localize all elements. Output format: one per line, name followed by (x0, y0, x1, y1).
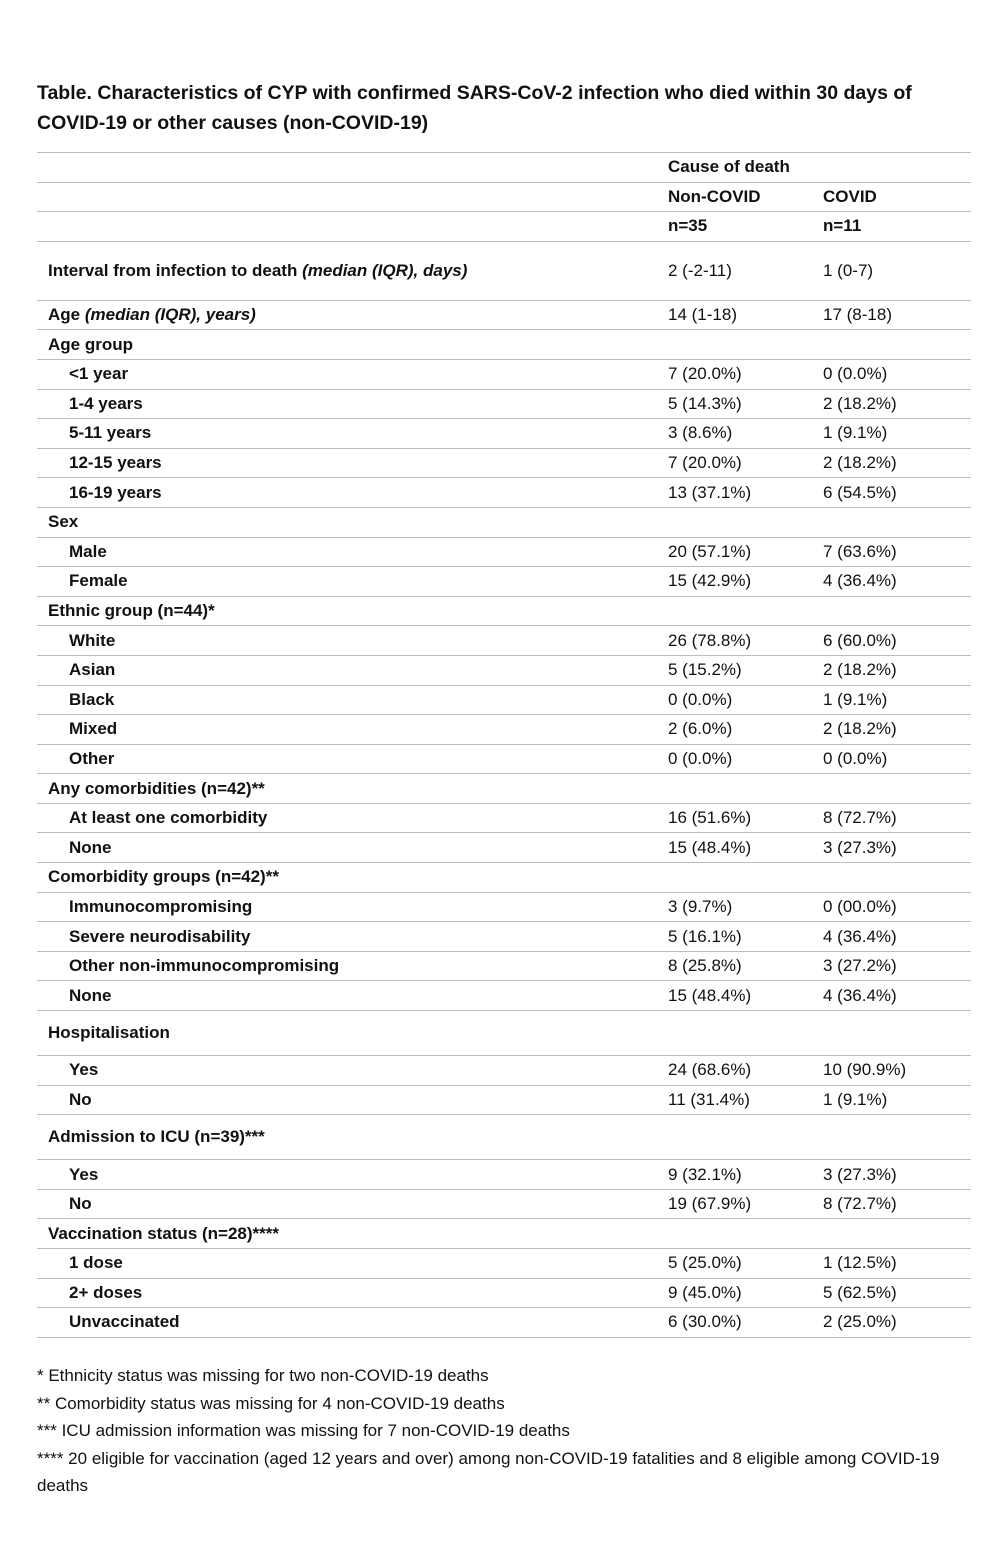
row-label (37, 1219, 661, 1249)
header-row-names (37, 182, 971, 212)
characteristics-table (37, 152, 971, 1338)
row-label (37, 567, 661, 597)
header-blank (37, 153, 661, 183)
row-label-text: Mixed (69, 719, 118, 739)
table-row (37, 981, 971, 1011)
covid-value: 2 (18.2%) (816, 715, 971, 745)
covid-value: 1 (9.1%) (816, 419, 971, 449)
row-label-text: Yes (69, 1164, 99, 1184)
table-row (37, 241, 971, 300)
table-row (37, 626, 971, 656)
row-label (37, 1011, 661, 1056)
row-label-text: Other (69, 748, 115, 768)
row-label-unit: (median (IQR), years) (84, 305, 256, 325)
non-covid-value: 15 (42.9%) (661, 567, 816, 597)
table-row (37, 330, 971, 360)
row-label-text: No (69, 1089, 92, 1109)
row-label (37, 1278, 661, 1308)
table-row (37, 359, 971, 389)
footnote: **** 20 eligible for vaccination (aged 12 years and over) among non-COVID-19 fatalities and 8 eligible among COVID-19 deaths (37, 1448, 940, 1495)
non-covid-value: 0 (0.0%) (661, 744, 816, 774)
row-label-text: Male (69, 541, 107, 561)
non-covid-header: Non-COVID (661, 182, 816, 212)
row-label-text: 16-19 years (69, 482, 162, 502)
non-covid-value: 5 (14.3%) (661, 389, 816, 419)
non-covid-value: 11 (31.4%) (661, 1085, 816, 1115)
covid-value: 4 (36.4%) (816, 567, 971, 597)
non-covid-value: 2 (6.0%) (661, 715, 816, 745)
non-covid-value: 24 (68.6%) (661, 1056, 816, 1086)
row-label-unit: (median (IQR), days) (302, 260, 468, 280)
row-label-text: Hospitalisation (48, 1023, 170, 1043)
row-label (37, 863, 661, 893)
row-label-text: Interval from infection to death (48, 260, 303, 280)
non-covid-value: 19 (67.9%) (661, 1189, 816, 1219)
non-covid-value: 5 (25.0%) (661, 1249, 816, 1279)
covid-value: 1 (12.5%) (816, 1249, 971, 1279)
non-covid-value (661, 596, 816, 626)
row-label (37, 330, 661, 360)
row-label-text: 2+ doses (69, 1282, 143, 1302)
row-label (37, 1056, 661, 1086)
row-label (37, 596, 661, 626)
non-covid-value: 26 (78.8%) (661, 626, 816, 656)
row-label-text: None (69, 985, 112, 1005)
footnotes (37, 1362, 971, 1500)
covid-value (816, 863, 971, 893)
covid-value: 4 (36.4%) (816, 922, 971, 952)
non-covid-value (661, 1011, 816, 1056)
row-label (37, 359, 661, 389)
non-covid-value (661, 863, 816, 893)
row-label (37, 655, 661, 685)
row-label (37, 1249, 661, 1279)
table-row (37, 567, 971, 597)
header-blank (37, 182, 661, 212)
row-label (37, 1085, 661, 1115)
non-covid-value: 13 (37.1%) (661, 478, 816, 508)
row-label-text: Black (69, 689, 115, 709)
table-row (37, 1278, 971, 1308)
covid-value: 2 (18.2%) (816, 448, 971, 478)
row-label-text: No (69, 1194, 92, 1214)
row-label-text: Ethnic group (n=44)* (48, 601, 215, 621)
row-label-text: <1 year (69, 364, 129, 384)
non-covid-value: 7 (20.0%) (661, 448, 816, 478)
cause-of-death-header: Cause of death (661, 153, 971, 183)
row-label (37, 1189, 661, 1219)
table-row (37, 655, 971, 685)
row-label (37, 981, 661, 1011)
row-label (37, 389, 661, 419)
table-title: Table. Characteristics of CYP with confirmed SARS-CoV-2 infection who died within 30 days of COVID-19 or other causes (non-COVID-19) (37, 82, 912, 134)
row-label-text: Comorbidity groups (n=42)** (48, 867, 279, 887)
non-covid-value: 3 (9.7%) (661, 892, 816, 922)
table-row (37, 478, 971, 508)
row-label-text: Admission to ICU (n=39)*** (48, 1127, 265, 1147)
row-label (37, 951, 661, 981)
table-row (37, 1085, 971, 1115)
row-label (37, 537, 661, 567)
covid-value: 8 (72.7%) (816, 803, 971, 833)
row-label-text: 12-15 years (69, 453, 162, 473)
covid-value: 1 (0-7) (816, 241, 971, 300)
non-covid-value: 14 (1-18) (661, 300, 816, 330)
row-label-text: Yes (69, 1060, 99, 1080)
row-label-text: 1 dose (69, 1253, 123, 1273)
header-blank (37, 212, 661, 242)
covid-value: 0 (0.0%) (816, 359, 971, 389)
table-row (37, 922, 971, 952)
row-label (37, 1160, 661, 1190)
footnote: * Ethnicity status was missing for two non-COVID-19 deaths (37, 1366, 489, 1385)
table-row (37, 1011, 971, 1056)
non-covid-value: 9 (32.1%) (661, 1160, 816, 1190)
table-row (37, 300, 971, 330)
covid-n: n=11 (816, 212, 971, 242)
table-row (37, 744, 971, 774)
row-label (37, 774, 661, 804)
non-covid-value (661, 1219, 816, 1249)
non-covid-n: n=35 (661, 212, 816, 242)
non-covid-value: 5 (16.1%) (661, 922, 816, 952)
covid-value: 17 (8-18) (816, 300, 971, 330)
table-row (37, 685, 971, 715)
non-covid-value: 7 (20.0%) (661, 359, 816, 389)
covid-value (816, 330, 971, 360)
covid-value: 5 (62.5%) (816, 1278, 971, 1308)
row-label (37, 478, 661, 508)
row-label-text: Asian (69, 660, 116, 680)
table-row (37, 774, 971, 804)
non-covid-value: 16 (51.6%) (661, 803, 816, 833)
non-covid-value: 2 (-2-11) (661, 241, 816, 300)
table-row (37, 1189, 971, 1219)
non-covid-value: 8 (25.8%) (661, 951, 816, 981)
row-label-text: Immunocompromising (69, 896, 253, 916)
header-row-group (37, 153, 971, 183)
covid-header: COVID (816, 182, 971, 212)
row-label-text: White (69, 630, 116, 650)
non-covid-value (661, 774, 816, 804)
row-label-text: At least one comorbidity (69, 808, 268, 828)
non-covid-value: 15 (48.4%) (661, 981, 816, 1011)
table-row (37, 892, 971, 922)
covid-value: 2 (25.0%) (816, 1308, 971, 1338)
covid-value (816, 507, 971, 537)
row-label (37, 922, 661, 952)
table-row (37, 448, 971, 478)
table-row (37, 419, 971, 449)
table-row (37, 389, 971, 419)
row-label (37, 507, 661, 537)
non-covid-value: 0 (0.0%) (661, 685, 816, 715)
covid-value: 1 (9.1%) (816, 1085, 971, 1115)
covid-value: 0 (0.0%) (816, 744, 971, 774)
covid-value: 2 (18.2%) (816, 655, 971, 685)
row-label-text: 5-11 years (69, 423, 152, 443)
non-covid-value: 6 (30.0%) (661, 1308, 816, 1338)
covid-value: 8 (72.7%) (816, 1189, 971, 1219)
covid-value: 6 (54.5%) (816, 478, 971, 508)
table-row (37, 803, 971, 833)
table-row (37, 537, 971, 567)
table-row (37, 1160, 971, 1190)
table-row (37, 507, 971, 537)
covid-value (816, 1011, 971, 1056)
table-row (37, 1219, 971, 1249)
row-label (37, 241, 661, 300)
covid-value: 0 (00.0%) (816, 892, 971, 922)
row-label-text: Any comorbidities (n=42)** (48, 778, 265, 798)
covid-value: 3 (27.2%) (816, 951, 971, 981)
row-label (37, 626, 661, 656)
table-row (37, 1115, 971, 1160)
row-label (37, 715, 661, 745)
covid-value (816, 1115, 971, 1160)
row-label (37, 419, 661, 449)
row-label (37, 685, 661, 715)
covid-value (816, 1219, 971, 1249)
table-row (37, 1056, 971, 1086)
covid-value: 6 (60.0%) (816, 626, 971, 656)
row-label-text: Severe neurodisability (69, 926, 251, 946)
covid-value: 10 (90.9%) (816, 1056, 971, 1086)
covid-value (816, 774, 971, 804)
row-label-text: Age group (48, 334, 133, 354)
row-label-text: Age (48, 305, 85, 325)
row-label-text: None (69, 837, 112, 857)
table-row (37, 596, 971, 626)
row-label-text: Female (69, 571, 128, 591)
footnote: ** Comorbidity status was missing for 4 non-COVID-19 deaths (37, 1393, 505, 1413)
non-covid-value: 20 (57.1%) (661, 537, 816, 567)
row-label (37, 1115, 661, 1160)
non-covid-value: 9 (45.0%) (661, 1278, 816, 1308)
row-label (37, 833, 661, 863)
table-row (37, 863, 971, 893)
row-label-text: Unvaccinated (69, 1312, 180, 1332)
covid-value: 7 (63.6%) (816, 537, 971, 567)
table-row (37, 1249, 971, 1279)
covid-value (816, 596, 971, 626)
row-label-text: Vaccination status (n=28)**** (48, 1223, 280, 1243)
row-label (37, 892, 661, 922)
covid-value: 3 (27.3%) (816, 833, 971, 863)
row-label-text: Sex (48, 512, 79, 532)
document (37, 78, 971, 1495)
row-label (37, 1308, 661, 1338)
row-label (37, 803, 661, 833)
covid-value: 4 (36.4%) (816, 981, 971, 1011)
non-covid-value (661, 1115, 816, 1160)
non-covid-value (661, 507, 816, 537)
covid-value: 1 (9.1%) (816, 685, 971, 715)
non-covid-value (661, 330, 816, 360)
table-row (37, 833, 971, 863)
non-covid-value: 5 (15.2%) (661, 655, 816, 685)
row-label (37, 744, 661, 774)
header-row-counts (37, 212, 971, 242)
table-row (37, 715, 971, 745)
non-covid-value: 3 (8.6%) (661, 419, 816, 449)
footnote: *** ICU admission information was missing for 7 non-COVID-19 deaths (37, 1421, 570, 1440)
row-label-text: Other non-immunocompromising (69, 956, 340, 976)
row-label-text: 1-4 years (69, 393, 143, 413)
covid-value: 2 (18.2%) (816, 389, 971, 419)
non-covid-value: 15 (48.4%) (661, 833, 816, 863)
table-row (37, 1308, 971, 1338)
table-row (37, 951, 971, 981)
row-label (37, 300, 661, 330)
covid-value: 3 (27.3%) (816, 1160, 971, 1190)
row-label (37, 448, 661, 478)
